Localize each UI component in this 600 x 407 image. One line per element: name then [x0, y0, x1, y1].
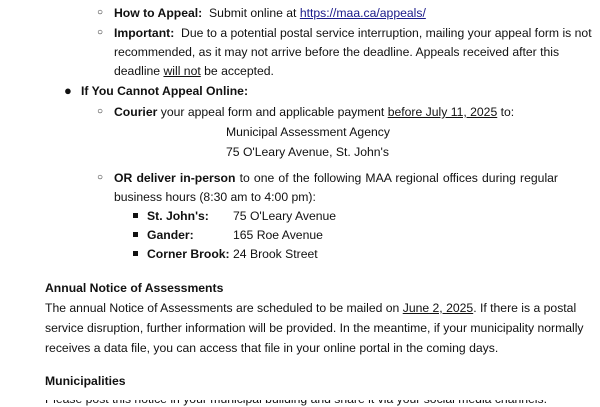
page-crop-edge: [0, 393, 600, 400]
agency-address: 75 O'Leary Avenue, St. John's: [226, 145, 389, 159]
important-line-1: [114, 25, 592, 41]
annual-notice-heading: Annual Notice of Assessments: [45, 281, 224, 295]
deliver-text-1: to one of the following MAA regional offices during regular: [239, 171, 558, 185]
deliver-line-2: business hours (8:30 am to 4:00 pm):: [114, 190, 316, 204]
how-to-appeal-text: Submit online at: [209, 6, 297, 20]
important-text-1: Due to a potential postal service interruption, mailing your appeal form is not: [181, 26, 592, 40]
deliver-label: OR deliver in-person: [114, 171, 236, 185]
office-city: Gander:: [147, 228, 194, 242]
courier-to: to:: [500, 105, 515, 119]
circle-bullet-icon: ○: [97, 106, 104, 117]
cannot-appeal-heading: If You Cannot Appeal Online:: [81, 84, 249, 98]
municipalities-heading: Municipalities: [45, 374, 126, 388]
annual-line-2: service disruption, further information will be provided. In the meantime, if your municipality normally: [45, 321, 584, 335]
how-to-appeal-label: How to Appeal:: [114, 6, 203, 20]
office-address: 24 Brook Street: [233, 247, 318, 261]
how-to-appeal-line: [114, 5, 426, 21]
annual-line-3: receives a data file, you can access that file in your online portal in the coming days.: [45, 341, 499, 355]
important-text-3-end: be accepted.: [204, 64, 274, 78]
circle-bullet-icon: ○: [97, 172, 104, 183]
office-city: Corner Brook:: [147, 247, 230, 261]
circle-bullet-icon: ○: [97, 27, 104, 38]
annual-text-1: The annual Notice of Assessments are scheduled to be mailed on: [45, 301, 400, 315]
important-text-3: deadline: [114, 64, 161, 78]
courier-label: Courier: [114, 105, 158, 119]
office-city: St. John's:: [147, 209, 209, 223]
dot-bullet-icon: ●: [64, 83, 72, 98]
will-not-emphasis: will not: [163, 64, 201, 78]
courier-text: your appeal form and applicable payment: [160, 105, 385, 119]
annual-line-1: [45, 300, 577, 316]
agency-name: Municipal Assessment Agency: [226, 125, 390, 139]
annual-text-1-end: . If there is a postal: [473, 301, 577, 315]
square-bullet-icon: [133, 213, 138, 218]
mailing-date: June 2, 2025: [402, 301, 474, 315]
important-line-2: recommended, as it may not arrive before the deadline. Appeals received after this: [114, 45, 560, 59]
office-address: 165 Roe Avenue: [233, 228, 323, 242]
square-bullet-icon: [133, 251, 138, 256]
courier-deadline: before July 11, 2025: [387, 105, 498, 119]
appeals-link[interactable]: https://maa.ca/appeals/: [299, 6, 426, 20]
circle-bullet-icon: ○: [97, 7, 104, 18]
office-address: 75 O'Leary Avenue: [233, 209, 337, 223]
deliver-line-1: [114, 170, 558, 186]
courier-line: [114, 104, 514, 120]
important-label: Important:: [114, 26, 175, 40]
important-line-3: [114, 63, 274, 79]
square-bullet-icon: [133, 232, 138, 237]
